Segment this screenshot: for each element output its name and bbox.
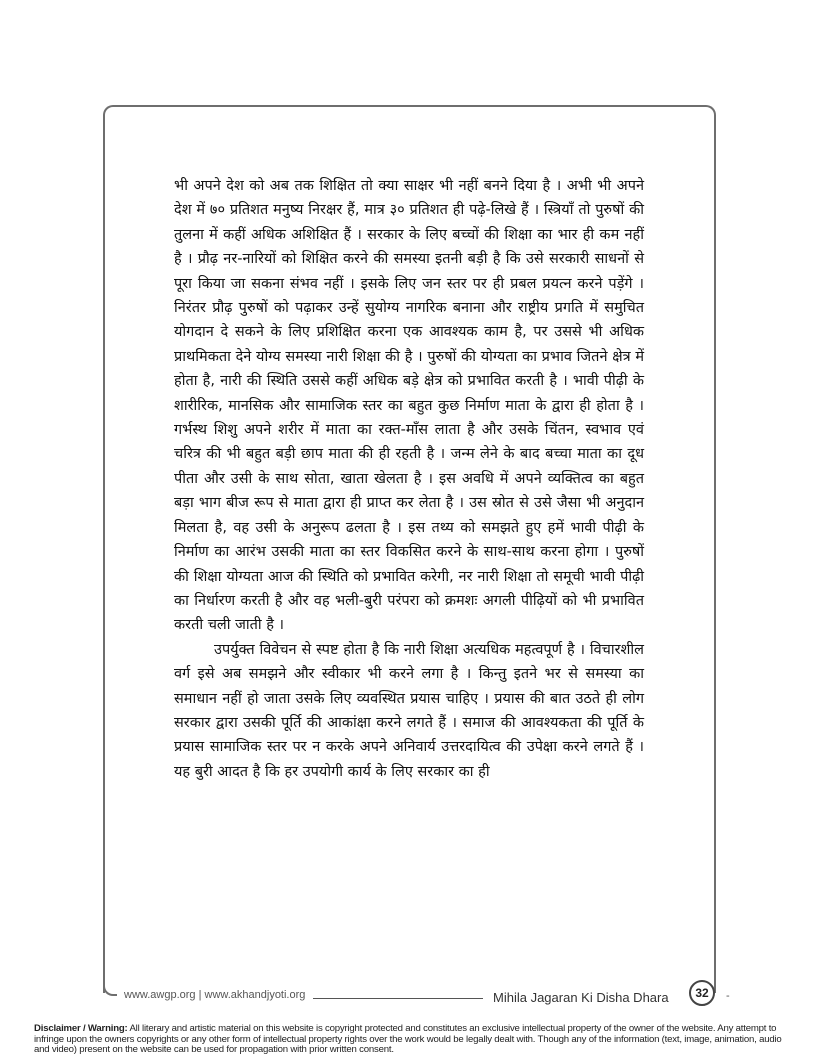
frame-corner-left (103, 980, 117, 996)
paragraph-2: उपर्युक्त विवेचन से स्पष्ट होता है कि नारी शिक्षा अत्यधिक महत्वपूर्ण है । विचारशील वर्ग इसे अब समझने और स्वीकार भी करने लगा है । किन्तु इतने भर से समस्या का समाधान नहीं हो जाता उसके लिए व्यवस्थित प्रयास चाहिए । प्रयास की बात उठते ही लोग सरकार द्वारा उसकी पूर्ति की आकांक्षा करने लगते हैं । समाज की आवश्यकता की पूर्ति के प्रयास सामाजिक स्तर पर न करके अपने अनिवार्य उत्तरदायित्व की उपेक्षा करने लगते हैं । यह बुरी आदत है कि हर उपयोगी कार्य के लिए सरकार का ही (174, 641, 644, 780)
footer-divider (313, 998, 483, 999)
footer-website-links[interactable]: www.awgp.org | www.akhandjyoti.org (124, 989, 306, 1001)
footer-book-title: Mihila Jagaran Ki Disha Dhara (493, 990, 669, 1005)
page-number-badge: 32 (689, 980, 715, 1006)
body-text (174, 174, 644, 784)
disclaimer-text: All literary and artistic material on this website is copyright protected and constitutes an exclusive intellectual property of the owner of the website. Any attempt to infringe upon the owners copyrights or any other form of intellectual property rights over the work would be legally dealt with. Though any of the information (text, image, animation, audio and video) present on the website can be used for propagation with prior written consent. (34, 1023, 782, 1055)
disclaimer-label: Disclaimer / Warning: (34, 1023, 128, 1034)
paragraph-1: भी अपने देश को अब तक शिक्षित तो क्या साक्षर भी नहीं बनने दिया है । अभी भी अपने देश में ७० प्रतिशत मनुष्य निरक्षर हैं, मात्र ३० प्रतिशत ही पढ़े-लिखे हैं । स्त्रियाँ तो पुरुषों की तुलना में कहीं अधिक अशिक्षित हैं । सरकार के लिए बच्चों की शिक्षा का भार ही कम नहीं है । प्रौढ़ नर-नारियों को शिक्षित करने की समस्या इतनी बड़ी है कि उसे सरकारी साधनों से पूरा किया जा सकना संभव नहीं । इसके लिए जन स्तर पर ही प्रबल प्रयत्न करने पड़ेंगे । निरंतर प्रौढ़ पुरुषों को पढ़ाकर उन्हें सुयोग्य नागरिक बनाना और राष्ट्रीय प्रगति में समुचित योगदान दे सकने के लिए प्रशिक्षित करना एक आवश्यक काम है, पर उससे भी अधिक प्राथमिकता देने योग्य समस्या नारी शिक्षा की है । पुरुषों की योग्यता का प्रभाव जितने क्षेत्र में होता है, नारी की स्थिति उससे कहीं अधिक बड़े क्षेत्र को प्रभावित करती है । भावी पीढ़ी के शारीरिक, मानसिक और सामाजिक स्तर का बहुत कुछ निर्माण माता के द्वारा ही होता है । गर्भस्थ शिशु अपने शरीर में माता का रक्त-माँस लाता है और उसके चिंतन, स्वभाव एवं चरित्र की भी बहुत बड़ी छाप माता की ही रहती है । जन्म लेने के बाद बच्चा माता का दूध पीता और उसी के साथ सोता, खाता खेलता है । इस अवधि में अपने व्यक्तित्व का बहुत बड़ा भाग बीज रूप से माता द्वारा ही प्राप्त कर लेता है । उस स्रोत से उसे जैसा भी अनुदान मिलता है, वह उसी के अनुरूप ढलता है । इस तथ्य को समझते हुए हमें भावी पीढ़ी के निर्माण का आरंभ उसकी माता का स्तर विकसित करने के साथ-साथ करना होगा । पुरुषों की शिक्षा योग्यता आज की स्थिति को प्रभावित करेगी, नर नारी शिक्षा तो समूची भावी पीढ़ी का निर्धारण करती है और वह भली-बुरी परंपरा को क्रमशः अगली पीढ़ियों को भी प्रभावित करती चली जाती है । (174, 178, 644, 634)
disclaimer (34, 1024, 784, 1056)
page-dash: - (726, 990, 730, 1002)
